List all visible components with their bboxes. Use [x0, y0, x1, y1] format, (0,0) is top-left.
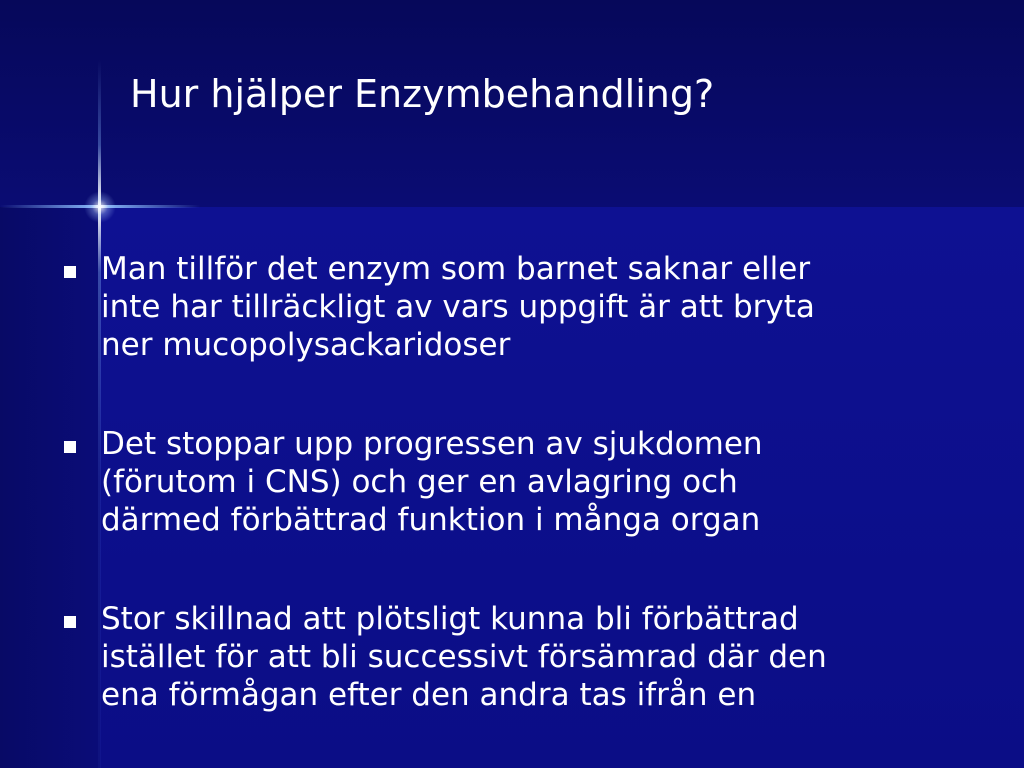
light-flare-glow	[84, 191, 116, 223]
slide-title: Hur hjälper Enzymbehandling?	[130, 72, 715, 116]
square-bullet-icon	[64, 616, 76, 628]
square-bullet-icon	[64, 441, 76, 453]
bullet-line: Stor skillnad att plötsligt kunna bli förbättrad	[101, 601, 799, 637]
bullet-line: därmed förbättrad funktion i många organ	[101, 502, 761, 538]
square-bullet-icon	[64, 266, 76, 278]
bullet-line: Det stoppar upp progressen av sjukdomen	[101, 426, 763, 462]
bullet-item	[62, 600, 962, 714]
bullet-line: ena förmågan efter den andra tas ifrån en	[101, 677, 757, 713]
bullet-item	[62, 425, 962, 539]
bullet-item	[62, 250, 962, 364]
bullet-line: (förutom i CNS) och ger en avlagring och	[101, 464, 738, 500]
bullet-line: inte har tillräckligt av vars uppgift är att bryta	[101, 289, 815, 325]
bullet-line: ner mucopolysackaridoser	[101, 327, 511, 363]
bullet-line: istället för att bli successivt försämrad där den	[101, 639, 827, 675]
bullet-line: Man tillför det enzym som barnet saknar eller	[101, 251, 811, 287]
bullet-list	[62, 250, 962, 768]
